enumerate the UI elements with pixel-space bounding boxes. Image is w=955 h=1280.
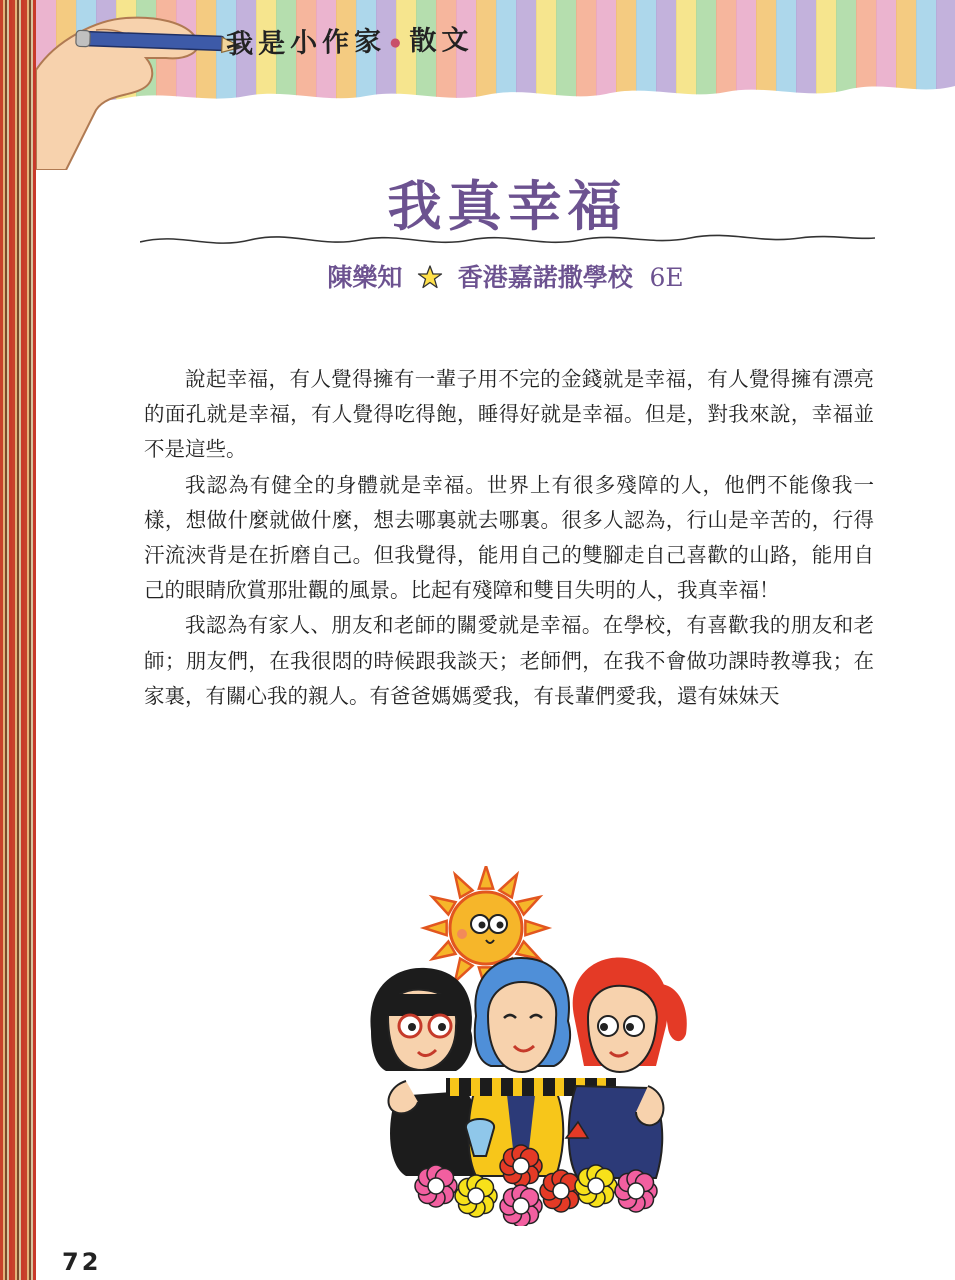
child-right-icon xyxy=(569,958,687,1178)
series-title: 我是小作家 xyxy=(225,26,387,61)
article-body xyxy=(144,362,874,714)
series-separator: ● xyxy=(389,35,406,50)
page-number: 72 xyxy=(62,1248,102,1276)
book-page xyxy=(36,0,955,1280)
paragraph-2: 我認為有健全的身體就是幸福。世界上有很多殘障的人，他們不能像我一樣，想做什麼就做什麼，想去哪裏就去哪裏。很多人認為，行山是辛苦的，行得汗流浹背是在折磨自己。但我覺得，能用自己的雙腳走自己喜歡的山路，能用自己的眼睛欣賞那壯觀的風景。比起有殘障和雙目失明的人，我真幸福！ xyxy=(144,472,874,603)
child-left-icon xyxy=(370,968,480,1176)
author-byline xyxy=(56,258,955,296)
article-title: 我真幸福 xyxy=(387,174,628,238)
title-wave-divider xyxy=(140,228,875,252)
star-icon xyxy=(417,264,443,296)
paragraph-1: 說起幸福，有人覺得擁有一輩子用不完的金錢就是幸福，有人覺得擁有漂亮的面孔就是幸福，有人覺得吃得飽，睡得好就是幸福。但是，對我來說，幸福並不是這些。 xyxy=(144,367,874,462)
class-label: 6E xyxy=(649,263,684,292)
series-label xyxy=(226,18,474,61)
paragraph-3: 我認為有家人、朋友和老師的關愛就是幸福。在學校，有喜歡我的朋友和老師；朋友們，在我很悶的時候跟我談天；老師們，在我不會做功課時教導我；在家裏，有關心我的親人。有爸爸媽媽愛我，有長輩們愛我，還有妹妹天 xyxy=(144,613,874,708)
book-spine-edge xyxy=(0,0,36,1280)
school-name: 香港嘉諾撒學校 xyxy=(457,263,633,292)
series-category: 散文 xyxy=(409,24,474,57)
children-and-sun-illustration xyxy=(326,866,696,1226)
author-name: 陳樂知 xyxy=(327,263,403,292)
